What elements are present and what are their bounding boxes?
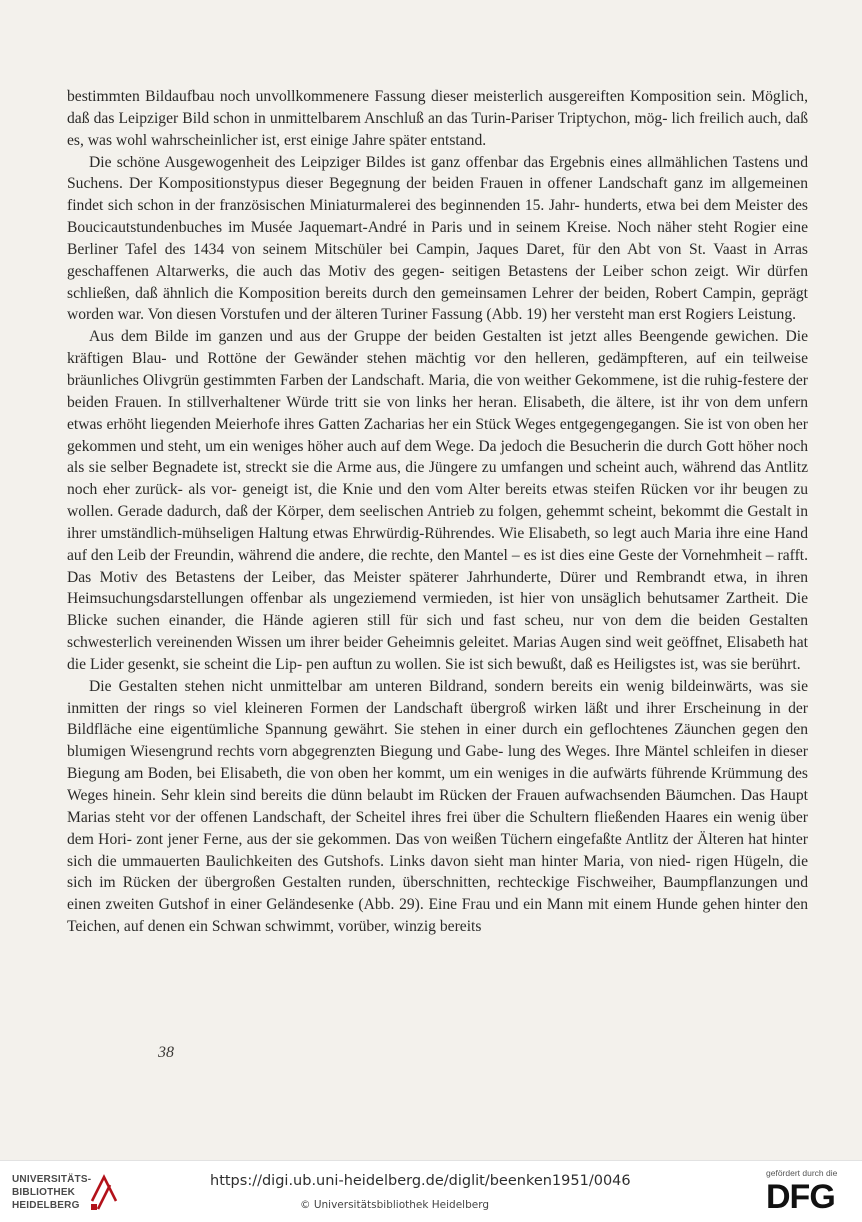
logo-line-3: HEIDELBERG: [12, 1200, 80, 1211]
page-number: 38: [158, 1044, 174, 1061]
paragraph-1: bestimmten Bildaufbau noch unvollkommenere Fassung dieser meisterlich ausgereiften Komposition sein. Möglich, daß das Leipziger Bild schon in unmittelbarem Anschluß an das Turin-Pariser Triptychon, mög- lich freilich auch, daß es, was wohl wahrscheinlicher ist, erst einige Jahre später entstand.: [67, 88, 808, 149]
permalink-url[interactable]: https://digi.ub.uni-heidelberg.de/diglit/beenken1951/0046: [210, 1173, 631, 1189]
dfg-logo-icon: [766, 1178, 850, 1214]
dfg-logo-text: DFG: [766, 1178, 835, 1214]
paragraph-2: Die schöne Ausgewogenheit des Leipziger Bildes ist ganz offenbar das Ergebnis eines allmählichen Tastens und Suchens. Der Kompositionstypus dieser Begegnung der beiden Frauen in offener Landschaft ganz im allgemeinen findet sich schon in der französischen Miniaturmalerei des beginnenden 15. Jahr- hunderts, etwa bei dem Meister des Boucicautstundenbuches im Musée Jaquemart-André in Paris und in seinem Kreise. Noch näher steht Rogier eine Berliner Tafel des 1434 von seinem Mitschüler bei Campin, Jaques Daret, für den Abt von St. Vaast in Arras geschaffenen Altarwerks, die auch das Motiv des gegen- seitigen Betastens der Leiber schon zeigt. Wir dürfen schließen, daß ähnlich die Komposition bereits durch den gemeinsamen Lehrer der beiden, Robert Campin, geprägt worden war. Von diesen Vorstufen und der älteren Turiner Fassung (Abb. 19) her versteht man erst Rogiers Leistung.: [67, 153, 808, 324]
logo-line-2: BIBLIOTHEK: [12, 1187, 76, 1198]
logo-line-1: UNIVERSITÄTS-: [12, 1174, 92, 1185]
body-text: [67, 86, 808, 938]
dfg-logo[interactable]: [766, 1178, 850, 1214]
viewer-footer: [0, 1160, 862, 1222]
library-emblem-icon: [88, 1171, 120, 1213]
funding-label: gefördert durch die: [766, 1168, 838, 1178]
paragraph-4: Die Gestalten stehen nicht unmittelbar am unteren Bildrand, sondern bereits ein wenig bildeinwärts, was sie inmitten der rings so viel kleineren Formen der Landschaft übergroß wirken läßt und ihrer Erscheinung in der Bildfläche eine eigentümliche Spannung gewährt. Sie stehen in einer durch ein geflochtenes Zäunchen gegen den blumigen Wiesengrund rechts vorn abgegrenzten Biegung und Gabe- lung des Weges. Ihre Mäntel schleifen in dieser Biegung am Boden, bei Elisabeth, die von oben her kommt, um ein weniges in die aufwärts führende Krümmung des Weges hinein. Sehr klein sind bereits die dünn belaubt im Rücken der Frauen aufwachsenden Bäumchen. Das Haupt Marias steht vor der offenen Landschaft, der Scheitel ihres frei über die Schultern fließenden Haares ein wenig über dem Hori- zont jener Ferne, aus der sie gekommen. Das von weißen Tüchern eingefaßte Antlitz der Älteren hat hinter sich die ummauerten Baulichkeiten des Gutshofs. Links davon sieht man hinter Maria, von nied- rigen Hügeln, die sich im Rücken der übergroßen Gestalten runden, überschnitten, rechteckige Fischweiher, Baumpflanzungen und einen zweiten Gutshof in einer Geländesenke (Abb. 29). Eine Frau und ein Mann mit einem Hunde gehen hinter den Teichen, auf denen ein Schwan schwimmt, vorüber, winzig bereits: [67, 677, 808, 936]
paragraph-3: Aus dem Bilde im ganzen und aus der Gruppe der beiden Gestalten ist jetzt alles Beengende gewichen. Die kräftigen Blau- und Rottöne der Gewänder stehen mächtig vor den helleren, gedämpfteren, auf ein teilweise bräunliches Olivgrün gestimmten Farben der Landschaft. Maria, die von weither Gekommene, ist die ruhig-festere der beiden Frauen. In stillverhaltener Würde tritt sie von links her heran. Elisabeth, die ältere, ist ihr von dem unfern etwas erhöht liegenden Meierhofe ihres Gatten Zacharias her ein Stück Weges entgegengegangen. Sie ist von oben her gekommen und steht, um ein weniges höher auch auf dem Wege. Da jedoch die Besucherin die durch Gott höher noch als sie selber Begnadete ist, streckt sie die Arme aus, die Jüngere zu umfangen und scheint auch, während das Antlitz noch eher zurück- als vor- geneigt ist, die Knie und den vom Alter bereits etwas steifen Rücken vor ihr beugen zu wollen. Gerade dadurch, daß der Körper, dem seelischen Antrieb zu folgen, gehemmt scheint, bekommt die Gestalt in ihrer umständlich-mühseligen Haltung etwas Ehrwürdig-Rührendes. Wie Elisabeth, so legt auch Maria ihre eine Hand auf den Leib der Freundin, während die andere, die rechte, den Mantel – es ist dies eine Geste der Vornehmheit – rafft. Das Motiv des Betastens der Leiber, das Meister späterer Jahrhunderte, Dürer und Rembrandt etwa, in ihren Heimsuchungsdarstellungen offenbar als ungeziemend vermieden, ist hier von unsäglich behutsamer Zartheit. Die Blicke suchen einander, die Hände agieren still für sich und fast scheu, nur von dem die beiden Gestalten schwesterlich vereinenden Wissen um ihrer beider Geheimnis geleitet. Marias Augen sind weit geöffnet, Elisabeth hat die Lider gesenkt, sie scheint die Lip- pen auftun zu wollen. Sie ist sich bewußt, daß es Heiligstes ist, was sie berührt.: [67, 328, 808, 673]
copyright-notice: © Universitätsbibliothek Heidelberg: [300, 1199, 490, 1211]
university-library-logo[interactable]: [12, 1171, 122, 1215]
